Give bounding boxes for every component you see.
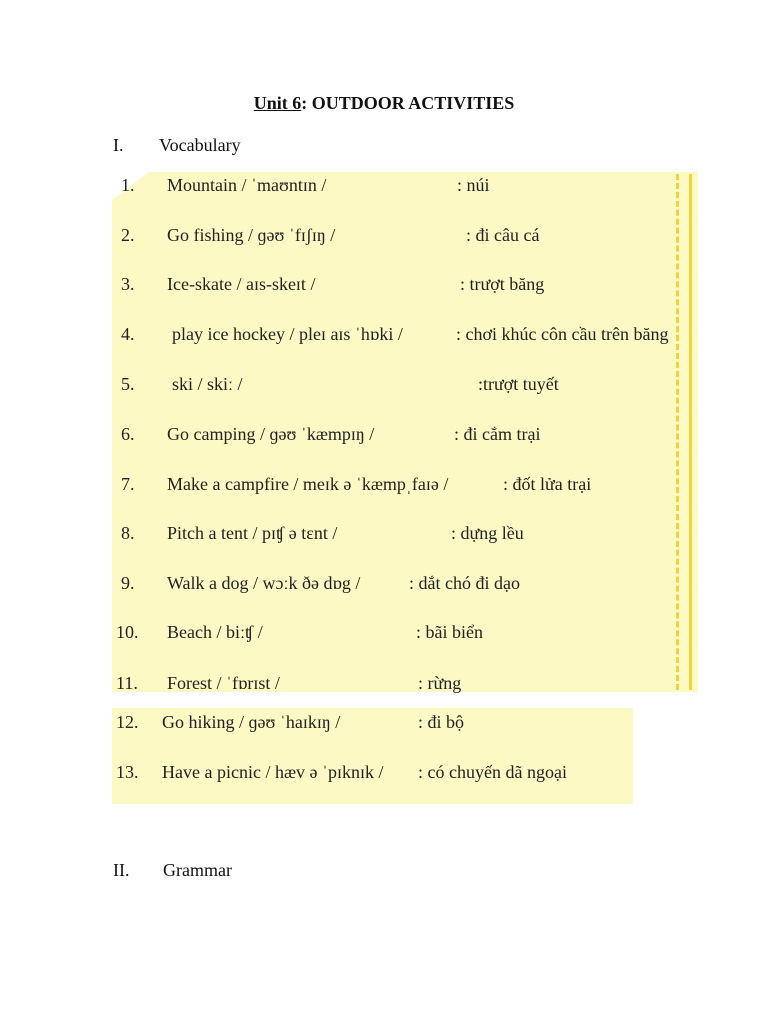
section-label: Vocabulary xyxy=(159,135,241,155)
item-number: 4. xyxy=(121,324,135,344)
item-meaning: : đi câu cá xyxy=(466,225,540,245)
item-word: Mountain / ˈmaʊntɪn / xyxy=(167,175,327,195)
item-word: Go camping / ɡəʊ ˈkæmpɪŋ / xyxy=(167,424,375,444)
item-meaning: : đi cắm trại xyxy=(454,424,541,444)
item-word: Walk a dog / wɔːk ðə dɒg / xyxy=(167,573,361,593)
item-number: 2. xyxy=(121,225,135,245)
title-text: : OUTDOOR ACTIVITIES xyxy=(301,93,515,113)
item-word: Go fishing / ɡəʊ ˈfɪʃɪŋ / xyxy=(167,225,336,245)
item-word: Ice-skate / aɪs-skeɪt / xyxy=(167,274,316,294)
item-meaning: : dắt chó đi dạo xyxy=(409,573,520,593)
item-word: Go hiking / ɡəʊ ˈhaɪkɪŋ / xyxy=(162,712,341,732)
item-word: Forest / ˈfɒrɪst / xyxy=(167,673,280,693)
item-meaning: : chơi khúc côn cầu trên băng xyxy=(456,324,669,344)
item-meaning: : trượt băng xyxy=(460,274,545,294)
item-meaning: : bãi biển xyxy=(416,622,483,642)
item-meaning: :trượt tuyết xyxy=(478,374,559,394)
item-word: Pitch a tent / pɪʧ ə tɛnt / xyxy=(167,523,338,543)
item-meaning: : dựng lều xyxy=(451,523,524,543)
item-meaning: : đi bộ xyxy=(418,712,465,732)
item-word: Make a campfire / meɪk ə ˈkæmpˌfaɪə / xyxy=(167,474,449,494)
title-unit: Unit 6 xyxy=(253,93,302,113)
item-number: 13. xyxy=(116,762,139,782)
item-number: 12. xyxy=(116,712,139,732)
item-number: 11. xyxy=(116,673,138,693)
item-word: Beach / biːʧ / xyxy=(167,622,263,642)
item-number: 7. xyxy=(121,474,135,494)
item-number: 8. xyxy=(121,523,135,543)
item-number: 6. xyxy=(121,424,135,444)
item-number: 10. xyxy=(116,622,139,642)
item-word: ski / skiː / xyxy=(172,374,243,394)
item-word: Have a picnic / hæv ə ˈpɪknɪk / xyxy=(162,762,384,782)
item-number: 9. xyxy=(121,573,135,593)
item-number: 1. xyxy=(121,175,135,195)
item-meaning: : núi xyxy=(457,175,490,195)
item-meaning: : rừng xyxy=(418,673,462,693)
section-label: Grammar xyxy=(163,860,232,880)
item-number: 5. xyxy=(121,374,135,394)
section-number: II. xyxy=(113,860,130,880)
item-number: 3. xyxy=(121,274,135,294)
section-number: I. xyxy=(113,135,124,155)
item-meaning: : đốt lửa trại xyxy=(503,474,592,494)
item-word: play ice hockey / pleɪ aɪs ˈhɒki / xyxy=(172,324,403,344)
item-meaning: : có chuyến dã ngoại xyxy=(418,762,567,782)
